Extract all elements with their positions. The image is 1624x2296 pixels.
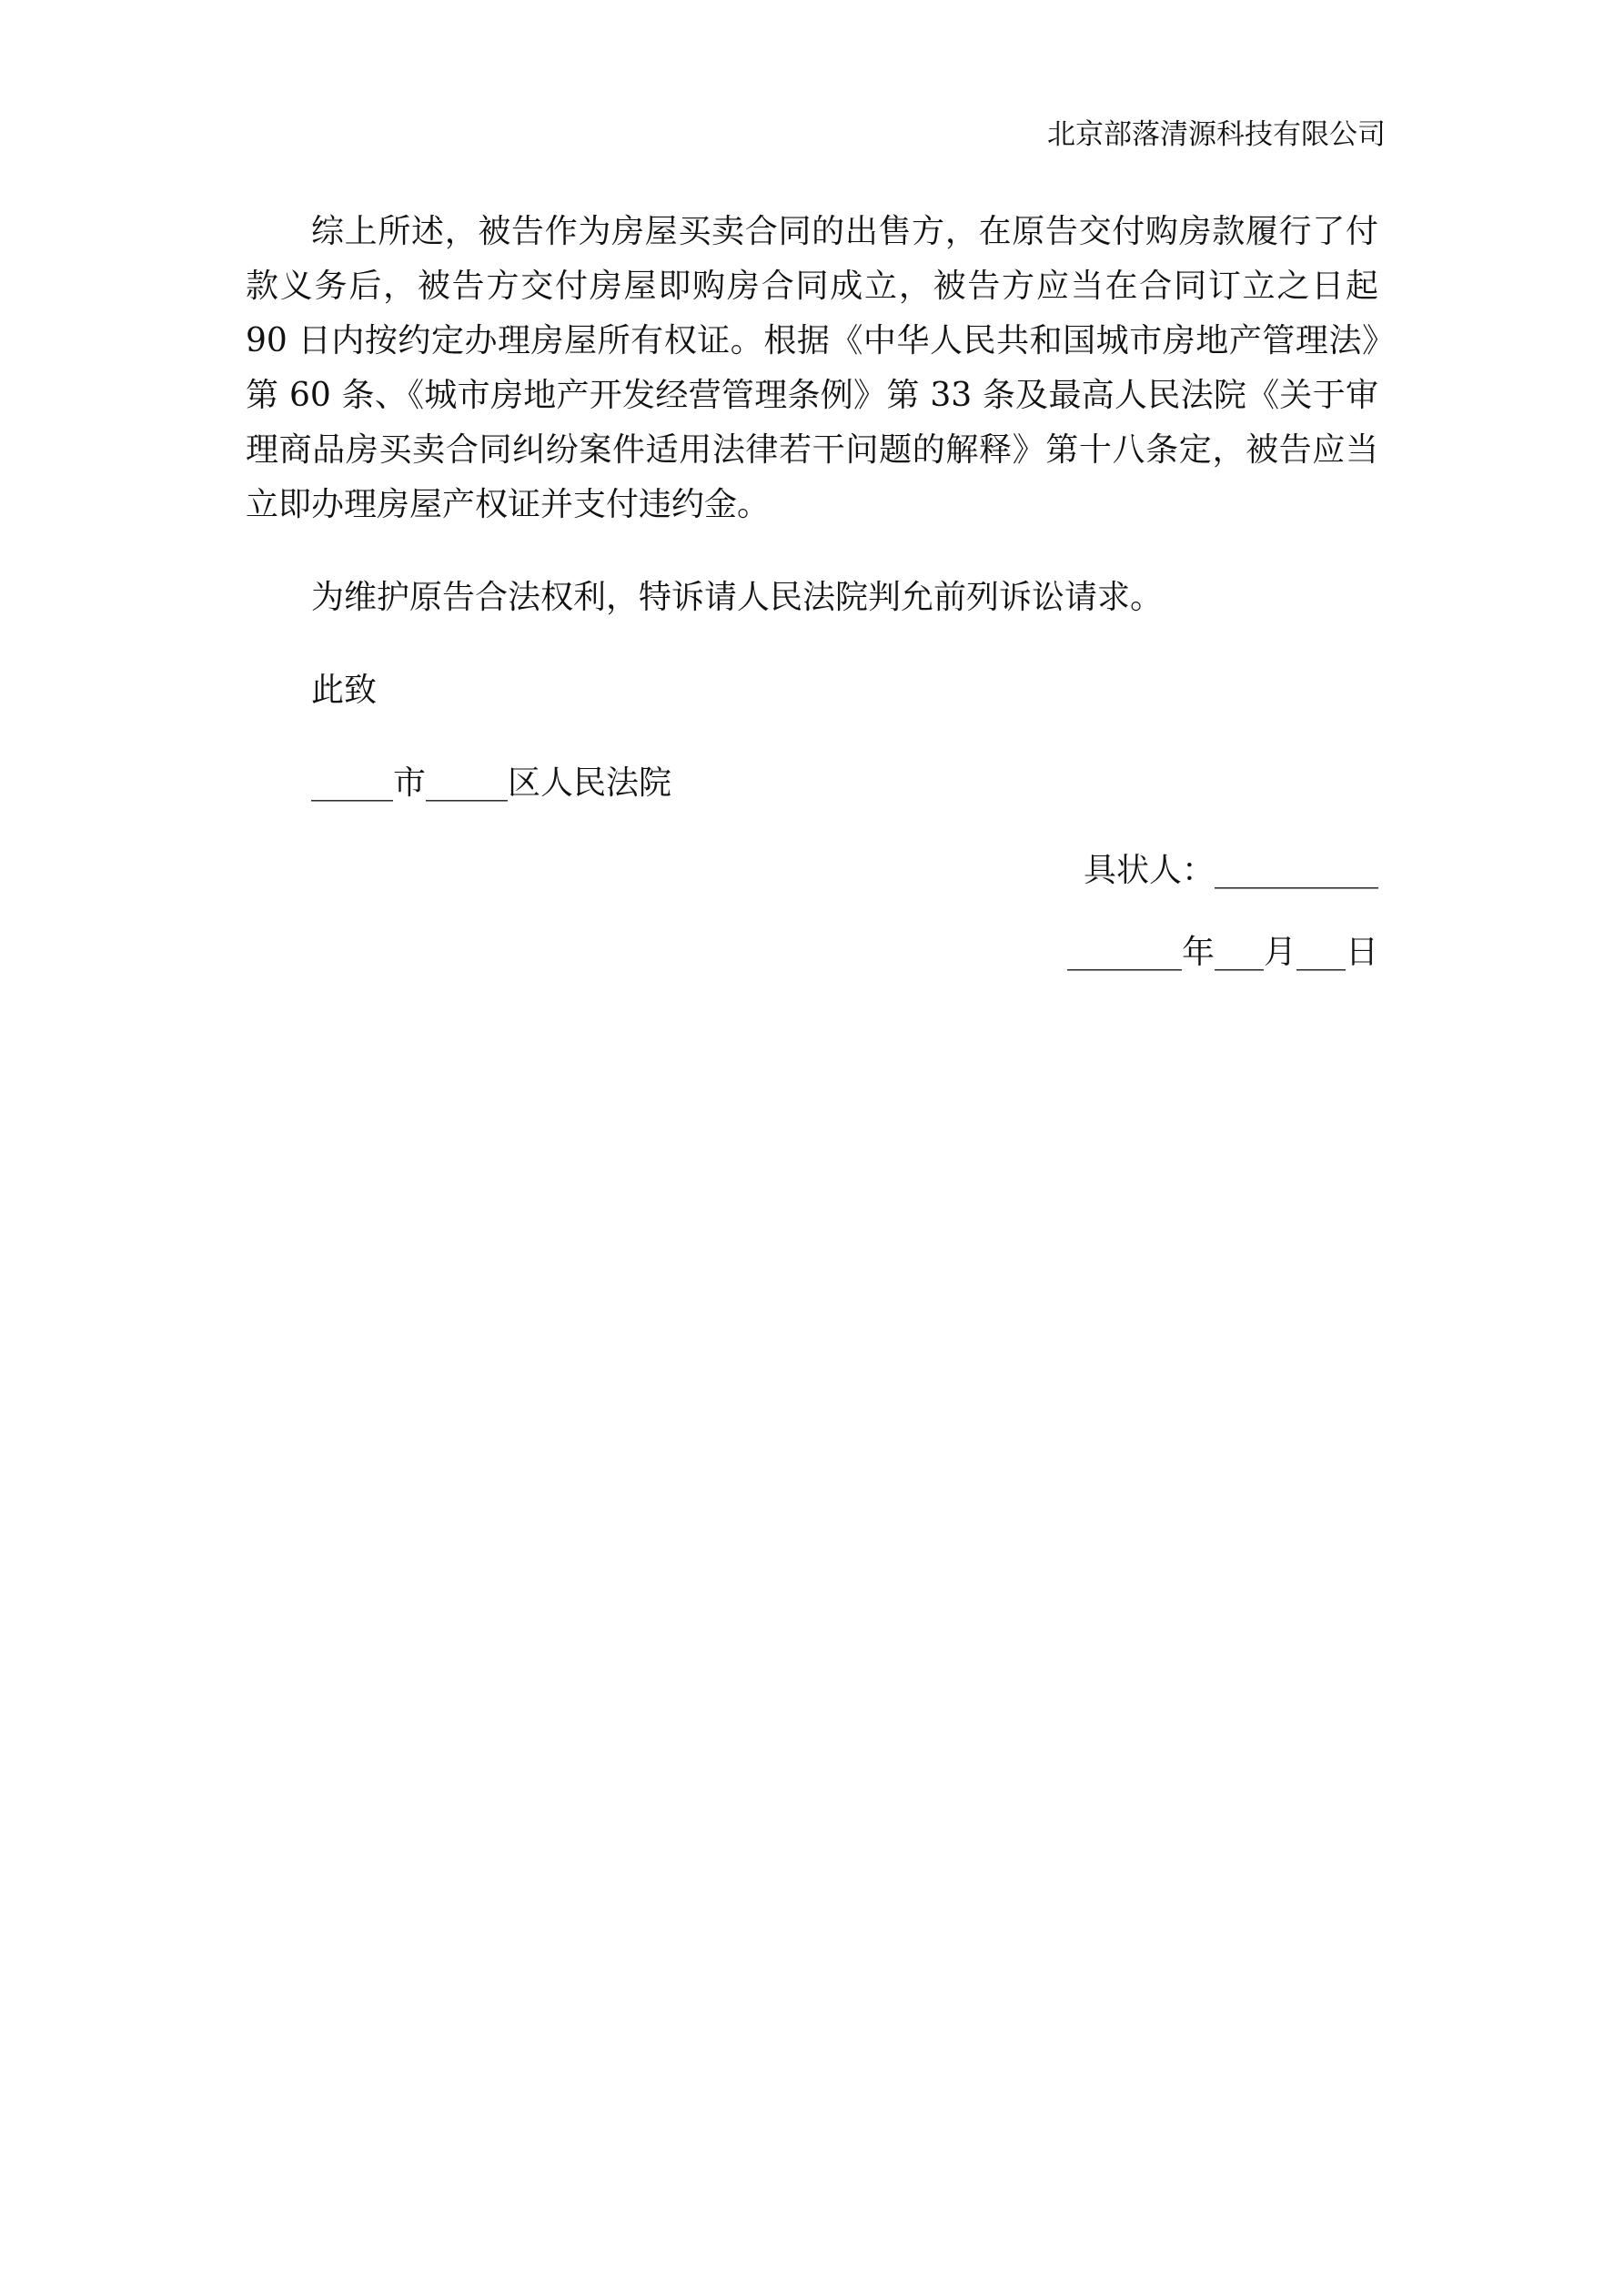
date-line: _______年___月___日 (1067, 934, 1378, 971)
document-body (246, 205, 1378, 980)
salutation: 此致 (311, 672, 378, 709)
request-paragraph: 为维护原告合法权利，特诉请人民法院判允前列诉讼请求。 (311, 579, 1164, 616)
signer-line: 具状人：__________ (1083, 852, 1378, 889)
summary-paragraph: 综上所述，被告作为房屋买卖合同的出售方，在原告交付购房款履行了付款义务后，被告方交付房屋即购房合同成立，被告方应当在合同订立之日起 90 日内按约定办理房屋所有权证。根据《中华人民共和国城市房地产管理法》第 60 条、《城市房地产开发经营管理条例》第 33 条及最高人民法院《关于审理商品房买卖合同纠纷案件适用法律若干问题的解释》第十八条定，被告应当立即办理房屋产权证并支付违约金。 (246, 213, 1378, 523)
header-company-name: 北京部落清源科技有限公司 (1047, 118, 1386, 151)
court-addressee: _____市_____区人民法院 (311, 764, 672, 802)
